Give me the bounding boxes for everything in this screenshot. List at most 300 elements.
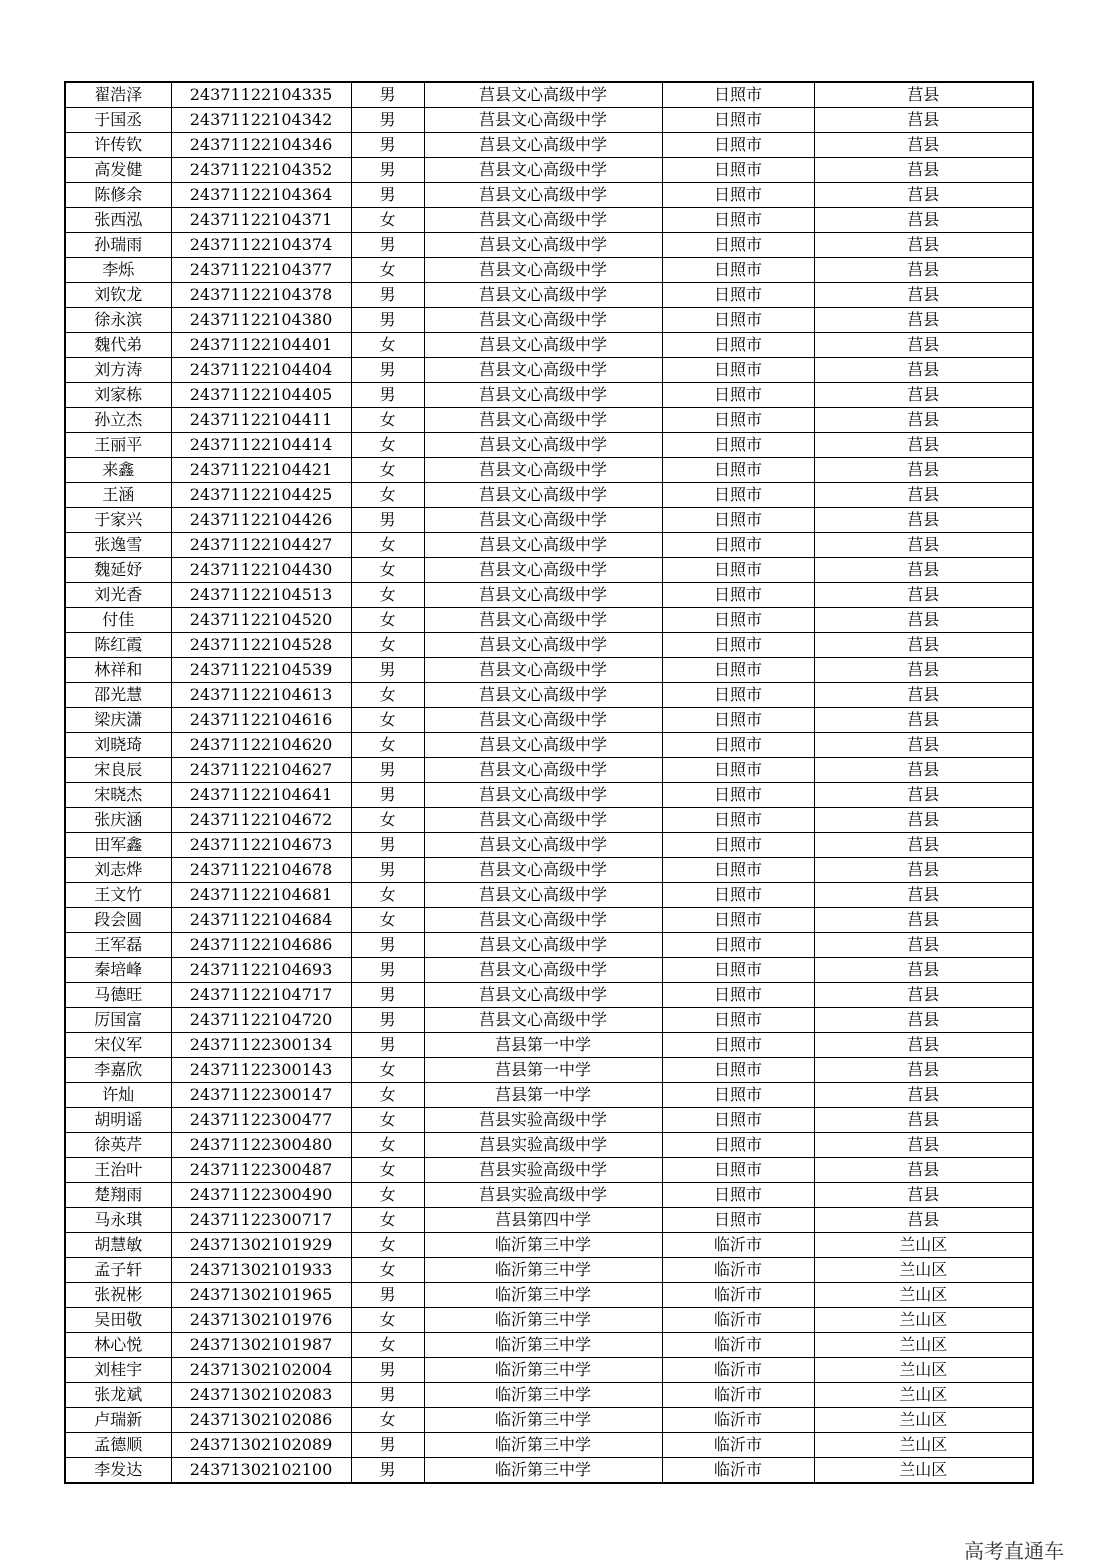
city-cell: 日照市: [662, 833, 814, 858]
school-cell: 莒县文心高级中学: [424, 608, 662, 633]
district-cell: 莒县: [814, 233, 1033, 258]
city-cell: 日照市: [662, 808, 814, 833]
table-row: [65, 683, 1033, 708]
city-cell: 日照市: [662, 133, 814, 158]
student-name-cell: 田军鑫: [65, 833, 171, 858]
district-cell: 兰山区: [814, 1458, 1033, 1484]
district-cell: 莒县: [814, 1158, 1033, 1183]
student-name-cell: 卢瑞新: [65, 1408, 171, 1433]
gender-cell: 男: [351, 1358, 424, 1383]
school-cell: 莒县文心高级中学: [424, 658, 662, 683]
district-cell: 莒县: [814, 1008, 1033, 1033]
student-name-cell: 刘钦龙: [65, 283, 171, 308]
student-name-cell: 刘光香: [65, 583, 171, 608]
student-name-cell: 刘晓琦: [65, 733, 171, 758]
exam-number-cell: 24371122104427: [171, 533, 351, 558]
table-row: [65, 158, 1033, 183]
table-row: [65, 983, 1033, 1008]
city-cell: 日照市: [662, 933, 814, 958]
district-cell: 兰山区: [814, 1233, 1033, 1258]
gender-cell: 男: [351, 1433, 424, 1458]
exam-number-cell: 24371122104539: [171, 658, 351, 683]
table-row: [65, 908, 1033, 933]
exam-number-cell: 24371122104378: [171, 283, 351, 308]
district-cell: 莒县: [814, 208, 1033, 233]
gender-cell: 男: [351, 658, 424, 683]
city-cell: 日照市: [662, 783, 814, 808]
school-cell: 莒县文心高级中学: [424, 183, 662, 208]
district-cell: 兰山区: [814, 1283, 1033, 1308]
district-cell: 莒县: [814, 683, 1033, 708]
student-name-cell: 张庆涵: [65, 808, 171, 833]
table-row: [65, 1133, 1033, 1158]
gender-cell: 女: [351, 1133, 424, 1158]
roster-body: [65, 82, 1033, 1483]
student-name-cell: 刘家栋: [65, 383, 171, 408]
school-cell: 莒县文心高级中学: [424, 358, 662, 383]
school-cell: 莒县文心高级中学: [424, 683, 662, 708]
city-cell: 日照市: [662, 208, 814, 233]
table-row: [65, 1183, 1033, 1208]
student-name-cell: 魏代弟: [65, 333, 171, 358]
city-cell: 日照市: [662, 383, 814, 408]
student-name-cell: 李发达: [65, 1458, 171, 1484]
city-cell: 临沂市: [662, 1383, 814, 1408]
city-cell: 日照市: [662, 883, 814, 908]
exam-number-cell: 24371122104627: [171, 758, 351, 783]
gender-cell: 女: [351, 633, 424, 658]
table-row: [65, 533, 1033, 558]
exam-number-cell: 24371122104421: [171, 458, 351, 483]
city-cell: 日照市: [662, 458, 814, 483]
exam-number-cell: 24371122104673: [171, 833, 351, 858]
exam-number-cell: 24371122104380: [171, 308, 351, 333]
school-cell: 临沂第三中学: [424, 1308, 662, 1333]
exam-number-cell: 24371122104352: [171, 158, 351, 183]
gender-cell: 男: [351, 758, 424, 783]
gender-cell: 女: [351, 808, 424, 833]
student-name-cell: 徐英芹: [65, 1133, 171, 1158]
table-row: [65, 933, 1033, 958]
city-cell: 日照市: [662, 683, 814, 708]
school-cell: 莒县文心高级中学: [424, 82, 662, 108]
student-name-cell: 来鑫: [65, 458, 171, 483]
gender-cell: 男: [351, 108, 424, 133]
exam-number-cell: 24371302101976: [171, 1308, 351, 1333]
gender-cell: 女: [351, 408, 424, 433]
city-cell: 日照市: [662, 258, 814, 283]
exam-number-cell: 24371122300487: [171, 1158, 351, 1183]
school-cell: 莒县文心高级中学: [424, 533, 662, 558]
gender-cell: 男: [351, 958, 424, 983]
exam-number-cell: 24371122104616: [171, 708, 351, 733]
student-name-cell: 张西泓: [65, 208, 171, 233]
table-row: [65, 1208, 1033, 1233]
gender-cell: 男: [351, 183, 424, 208]
gender-cell: 男: [351, 283, 424, 308]
table-row: [65, 333, 1033, 358]
city-cell: 日照市: [662, 708, 814, 733]
city-cell: 日照市: [662, 533, 814, 558]
table-row: [65, 1308, 1033, 1333]
city-cell: 日照市: [662, 633, 814, 658]
school-cell: 莒县文心高级中学: [424, 458, 662, 483]
student-name-cell: 王文竹: [65, 883, 171, 908]
exam-number-cell: 24371122104430: [171, 558, 351, 583]
city-cell: 日照市: [662, 558, 814, 583]
student-name-cell: 孙瑞雨: [65, 233, 171, 258]
student-name-cell: 刘桂宇: [65, 1358, 171, 1383]
student-name-cell: 胡明谣: [65, 1108, 171, 1133]
city-cell: 日照市: [662, 758, 814, 783]
gender-cell: 男: [351, 233, 424, 258]
school-cell: 莒县文心高级中学: [424, 108, 662, 133]
student-name-cell: 许传钦: [65, 133, 171, 158]
table-row: [65, 733, 1033, 758]
table-row: [65, 383, 1033, 408]
district-cell: 兰山区: [814, 1358, 1033, 1383]
exam-number-cell: 24371122104513: [171, 583, 351, 608]
table-row: [65, 1033, 1033, 1058]
student-name-cell: 马永琪: [65, 1208, 171, 1233]
table-row: [65, 1358, 1033, 1383]
table-row: [65, 1108, 1033, 1133]
table-row: [65, 783, 1033, 808]
gender-cell: 女: [351, 583, 424, 608]
table-row: [65, 883, 1033, 908]
city-cell: 临沂市: [662, 1358, 814, 1383]
gender-cell: 女: [351, 1183, 424, 1208]
district-cell: 莒县: [814, 858, 1033, 883]
city-cell: 日照市: [662, 1183, 814, 1208]
school-cell: 莒县文心高级中学: [424, 483, 662, 508]
gender-cell: 女: [351, 708, 424, 733]
city-cell: 临沂市: [662, 1458, 814, 1484]
table-row: [65, 108, 1033, 133]
district-cell: 莒县: [814, 708, 1033, 733]
district-cell: 莒县: [814, 908, 1033, 933]
school-cell: 莒县实验高级中学: [424, 1158, 662, 1183]
district-cell: 莒县: [814, 983, 1033, 1008]
school-cell: 临沂第三中学: [424, 1233, 662, 1258]
city-cell: 临沂市: [662, 1258, 814, 1283]
student-name-cell: 李烁: [65, 258, 171, 283]
student-name-cell: 宋仪军: [65, 1033, 171, 1058]
table-row: [65, 433, 1033, 458]
gender-cell: 男: [351, 783, 424, 808]
gender-cell: 女: [351, 1158, 424, 1183]
district-cell: 莒县: [814, 458, 1033, 483]
school-cell: 莒县文心高级中学: [424, 983, 662, 1008]
city-cell: 日照市: [662, 1208, 814, 1233]
table-row: [65, 583, 1033, 608]
school-cell: 莒县第一中学: [424, 1033, 662, 1058]
gender-cell: 女: [351, 483, 424, 508]
table-row: [65, 283, 1033, 308]
school-cell: 莒县文心高级中学: [424, 933, 662, 958]
district-cell: 莒县: [814, 1208, 1033, 1233]
city-cell: 日照市: [662, 1008, 814, 1033]
city-cell: 临沂市: [662, 1333, 814, 1358]
city-cell: 日照市: [662, 233, 814, 258]
table-row: [65, 1008, 1033, 1033]
exam-number-cell: 24371122300477: [171, 1108, 351, 1133]
district-cell: 莒县: [814, 783, 1033, 808]
gender-cell: 男: [351, 383, 424, 408]
city-cell: 日照市: [662, 1158, 814, 1183]
city-cell: 临沂市: [662, 1233, 814, 1258]
district-cell: 兰山区: [814, 1383, 1033, 1408]
district-cell: 莒县: [814, 183, 1033, 208]
city-cell: 日照市: [662, 1133, 814, 1158]
gender-cell: 男: [351, 358, 424, 383]
gender-cell: 女: [351, 433, 424, 458]
school-cell: 莒县文心高级中学: [424, 433, 662, 458]
district-cell: 莒县: [814, 1058, 1033, 1083]
school-cell: 莒县文心高级中学: [424, 783, 662, 808]
city-cell: 临沂市: [662, 1408, 814, 1433]
table-row: [65, 1383, 1033, 1408]
city-cell: 临沂市: [662, 1433, 814, 1458]
student-name-cell: 王治叶: [65, 1158, 171, 1183]
city-cell: 日照市: [662, 108, 814, 133]
table-row: [65, 633, 1033, 658]
exam-number-cell: 24371122300490: [171, 1183, 351, 1208]
student-name-cell: 高发健: [65, 158, 171, 183]
school-cell: 临沂第三中学: [424, 1383, 662, 1408]
school-cell: 莒县文心高级中学: [424, 808, 662, 833]
school-cell: 莒县文心高级中学: [424, 583, 662, 608]
city-cell: 日照市: [662, 983, 814, 1008]
gender-cell: 男: [351, 1458, 424, 1484]
gender-cell: 男: [351, 1283, 424, 1308]
table-row: [65, 233, 1033, 258]
student-name-cell: 邵光慧: [65, 683, 171, 708]
district-cell: 莒县: [814, 1083, 1033, 1108]
district-cell: 莒县: [814, 1108, 1033, 1133]
exam-number-cell: 24371122104426: [171, 508, 351, 533]
school-cell: 莒县文心高级中学: [424, 383, 662, 408]
gender-cell: 男: [351, 858, 424, 883]
table-row: [65, 408, 1033, 433]
exam-number-cell: 24371122104693: [171, 958, 351, 983]
city-cell: 日照市: [662, 308, 814, 333]
district-cell: 莒县: [814, 558, 1033, 583]
table-row: [65, 1158, 1033, 1183]
student-name-cell: 胡慧敏: [65, 1233, 171, 1258]
gender-cell: 女: [351, 1108, 424, 1133]
district-cell: 莒县: [814, 1183, 1033, 1208]
table-row: [65, 558, 1033, 583]
gender-cell: 男: [351, 833, 424, 858]
city-cell: 日照市: [662, 1058, 814, 1083]
gender-cell: 女: [351, 258, 424, 283]
exam-number-cell: 24371122104686: [171, 933, 351, 958]
exam-number-cell: 24371122104681: [171, 883, 351, 908]
table-row: [65, 1458, 1033, 1484]
exam-number-cell: 24371122104335: [171, 82, 351, 108]
gender-cell: 女: [351, 333, 424, 358]
exam-number-cell: 24371122104684: [171, 908, 351, 933]
table-row: [65, 708, 1033, 733]
gender-cell: 女: [351, 1083, 424, 1108]
gender-cell: 女: [351, 1308, 424, 1333]
school-cell: 莒县文心高级中学: [424, 508, 662, 533]
district-cell: 莒县: [814, 483, 1033, 508]
student-name-cell: 楚翔雨: [65, 1183, 171, 1208]
school-cell: 莒县文心高级中学: [424, 408, 662, 433]
gender-cell: 女: [351, 1333, 424, 1358]
table-row: [65, 958, 1033, 983]
district-cell: 兰山区: [814, 1258, 1033, 1283]
exam-number-cell: 24371122104425: [171, 483, 351, 508]
district-cell: 莒县: [814, 933, 1033, 958]
exam-number-cell: 24371122104404: [171, 358, 351, 383]
city-cell: 日照市: [662, 333, 814, 358]
gender-cell: 女: [351, 208, 424, 233]
table-row: [65, 1433, 1033, 1458]
student-name-cell: 徐永滨: [65, 308, 171, 333]
exam-number-cell: 24371122104374: [171, 233, 351, 258]
student-name-cell: 厉国富: [65, 1008, 171, 1033]
table-row: [65, 183, 1033, 208]
district-cell: 莒县: [814, 158, 1033, 183]
exam-number-cell: 24371302102100: [171, 1458, 351, 1484]
exam-number-cell: 24371122104672: [171, 808, 351, 833]
table-row: [65, 458, 1033, 483]
table-row: [65, 858, 1033, 883]
school-cell: 莒县文心高级中学: [424, 558, 662, 583]
student-name-cell: 刘方涛: [65, 358, 171, 383]
table-row: [65, 1233, 1033, 1258]
student-name-cell: 马德旺: [65, 983, 171, 1008]
city-cell: 日照市: [662, 82, 814, 108]
exam-number-cell: 24371122104528: [171, 633, 351, 658]
gender-cell: 女: [351, 1408, 424, 1433]
district-cell: 莒县: [814, 308, 1033, 333]
table-row: [65, 608, 1033, 633]
exam-number-cell: 24371302102089: [171, 1433, 351, 1458]
city-cell: 日照市: [662, 433, 814, 458]
gender-cell: 女: [351, 458, 424, 483]
district-cell: 莒县: [814, 883, 1033, 908]
student-name-cell: 魏延妤: [65, 558, 171, 583]
school-cell: 莒县第一中学: [424, 1083, 662, 1108]
gender-cell: 男: [351, 1383, 424, 1408]
district-cell: 兰山区: [814, 1308, 1033, 1333]
exam-number-cell: 24371302102086: [171, 1408, 351, 1433]
gender-cell: 男: [351, 983, 424, 1008]
table-row: [65, 308, 1033, 333]
school-cell: 莒县实验高级中学: [424, 1183, 662, 1208]
table-row: [65, 133, 1033, 158]
city-cell: 日照市: [662, 483, 814, 508]
gender-cell: 男: [351, 1008, 424, 1033]
exam-number-cell: 24371122104620: [171, 733, 351, 758]
student-name-cell: 吴田敬: [65, 1308, 171, 1333]
table-row: [65, 1258, 1033, 1283]
school-cell: 莒县文心高级中学: [424, 208, 662, 233]
watermark-text: 高考直通车: [964, 1539, 1064, 1563]
student-name-cell: 许灿: [65, 1083, 171, 1108]
exam-number-cell: 24371122300147: [171, 1083, 351, 1108]
exam-number-cell: 24371122300143: [171, 1058, 351, 1083]
gender-cell: 男: [351, 933, 424, 958]
school-cell: 莒县文心高级中学: [424, 833, 662, 858]
student-name-cell: 王涵: [65, 483, 171, 508]
table-row: [65, 808, 1033, 833]
school-cell: 莒县文心高级中学: [424, 758, 662, 783]
city-cell: 日照市: [662, 1083, 814, 1108]
student-name-cell: 孟德顺: [65, 1433, 171, 1458]
gender-cell: 男: [351, 1033, 424, 1058]
exam-number-cell: 24371302101987: [171, 1333, 351, 1358]
table-row: [65, 82, 1033, 108]
district-cell: 莒县: [814, 658, 1033, 683]
city-cell: 日照市: [662, 283, 814, 308]
school-cell: 莒县文心高级中学: [424, 883, 662, 908]
gender-cell: 女: [351, 883, 424, 908]
city-cell: 日照市: [662, 183, 814, 208]
school-cell: 莒县文心高级中学: [424, 708, 662, 733]
student-name-cell: 王军磊: [65, 933, 171, 958]
student-name-cell: 陈红霞: [65, 633, 171, 658]
student-name-cell: 付佳: [65, 608, 171, 633]
exam-number-cell: 24371302102083: [171, 1383, 351, 1408]
city-cell: 日照市: [662, 358, 814, 383]
gender-cell: 女: [351, 533, 424, 558]
district-cell: 莒县: [814, 508, 1033, 533]
school-cell: 莒县文心高级中学: [424, 308, 662, 333]
table-row: [65, 833, 1033, 858]
district-cell: 莒县: [814, 808, 1033, 833]
student-name-cell: 李嘉欣: [65, 1058, 171, 1083]
table-row: [65, 258, 1033, 283]
city-cell: 日照市: [662, 508, 814, 533]
school-cell: 莒县文心高级中学: [424, 133, 662, 158]
school-cell: 临沂第三中学: [424, 1283, 662, 1308]
school-cell: 莒县文心高级中学: [424, 333, 662, 358]
table-row: [65, 1408, 1033, 1433]
district-cell: 莒县: [814, 633, 1033, 658]
district-cell: 莒县: [814, 408, 1033, 433]
school-cell: 莒县文心高级中学: [424, 233, 662, 258]
district-cell: 兰山区: [814, 1433, 1033, 1458]
exam-number-cell: 24371122104641: [171, 783, 351, 808]
student-name-cell: 段会圆: [65, 908, 171, 933]
city-cell: 日照市: [662, 1108, 814, 1133]
city-cell: 日照市: [662, 958, 814, 983]
exam-number-cell: 24371122104720: [171, 1008, 351, 1033]
district-cell: 兰山区: [814, 1333, 1033, 1358]
school-cell: 莒县第四中学: [424, 1208, 662, 1233]
student-name-cell: 秦培峰: [65, 958, 171, 983]
student-name-cell: 孟子轩: [65, 1258, 171, 1283]
table-row: [65, 508, 1033, 533]
student-name-cell: 梁庆潇: [65, 708, 171, 733]
student-name-cell: 林心悦: [65, 1333, 171, 1358]
exam-number-cell: 24371122104377: [171, 258, 351, 283]
gender-cell: 女: [351, 1058, 424, 1083]
exam-number-cell: 24371302101929: [171, 1233, 351, 1258]
student-name-cell: 翟浩泽: [65, 82, 171, 108]
district-cell: 莒县: [814, 358, 1033, 383]
student-name-cell: 张龙斌: [65, 1383, 171, 1408]
district-cell: 莒县: [814, 533, 1033, 558]
exam-number-cell: 24371122104405: [171, 383, 351, 408]
exam-number-cell: 24371122104717: [171, 983, 351, 1008]
exam-number-cell: 24371122104613: [171, 683, 351, 708]
